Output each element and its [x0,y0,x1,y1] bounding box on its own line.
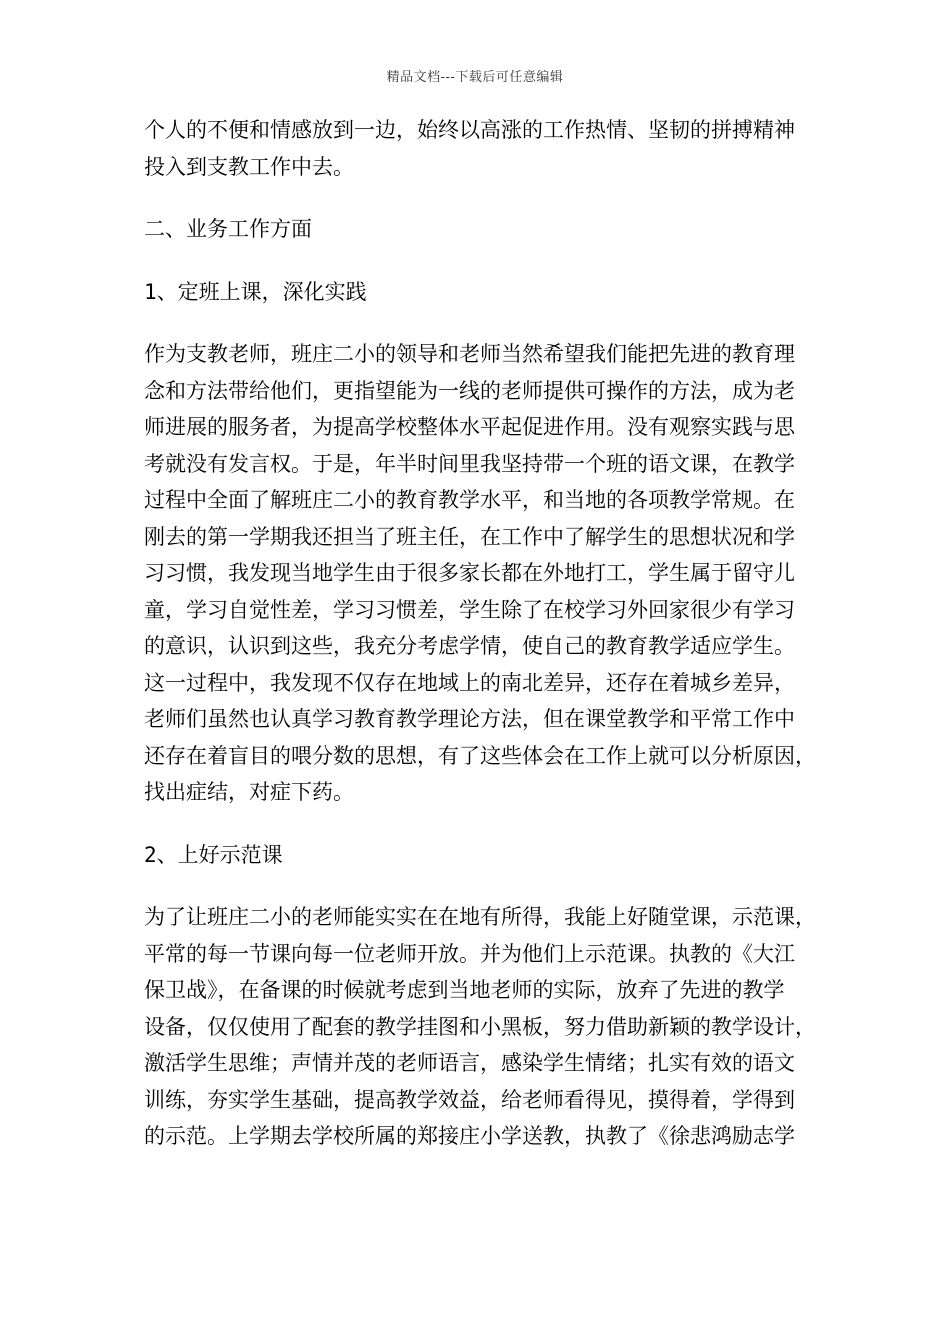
heading-text: 二、业务工作方面 [144,217,312,241]
text-line: 老师们虽然也认真学习教育教学理论方法，但在课堂教学和平常工作中 [144,707,795,731]
heading-text: 1、定班上课，深化实践 [144,279,367,304]
text-line: 刚去的第一学期我还担当了班主任，在工作中了解学生的思想状况和学 [144,524,795,549]
paragraph [144,336,816,811]
section-heading [144,211,804,248]
heading-text: 2、上好示范课 [144,842,283,867]
text-line: 过程中全面了解班庄二小的教育教学水平，和当地的各项教学常规。在 [144,488,795,512]
text-line: 个人的不便和情感放到一边，始终以高涨的工作热情、坚韧的拼搏精神 [144,118,795,142]
text-line: 为了让班庄二小的老师能实实在在地有所得，我能上好随堂课，示范课， [144,905,816,929]
subsection-heading [144,274,804,311]
page-header: 精品文档---下载后可任意编辑 [386,70,564,85]
text-line: 作为支教老师，班庄二小的领导和老师当然希望我们能把先进的教育理 [144,342,795,366]
text-line: 念和方法带给他们，更指望能为一线的老师提供可操作的方法，成为老 [144,378,795,403]
text-line: 这一过程中，我发现不仅存在地域上的南北差异，还存在着城乡差异， [144,670,795,695]
document-body [144,112,816,1181]
subsection-heading [144,837,804,874]
text-line: 找出症结，对症下药。 [144,780,354,804]
text-line: 保卫战》，在备课的时候就考虑到当地老师的实际，放弃了先进的教学 [144,978,785,1002]
text-line: 训练，夯实学生基础，提高教学效益，给老师看得见，摸得着，学得到 [144,1087,795,1112]
paragraph [144,899,816,1155]
text-line: 平常的每一节课向每一位老师开放。并为他们上示范课。执教的《大江 [144,941,795,966]
text-line: 的示范。上学期去学校所属的郑接庄小学送教，执教了《徐悲鸿励志学 [144,1124,795,1148]
text-line: 投入到支教工作中去。 [144,154,354,179]
text-line: 激活学生思维；声情并茂的老师语言，感染学生情绪；扎实有效的语文 [144,1051,795,1075]
text-line: 还存在着盲目的喂分数的思想，有了这些体会在工作上就可以分析原因， [144,743,816,768]
text-line: 习习惯，我发现当地学生由于很多家长都在外地打工，学生属于留守儿 [144,561,795,585]
text-line: 童，学习自觉性差，学习习惯差，学生除了在校学习外回家很少有学习 [144,597,795,622]
text-line: 的意识，认识到这些，我充分考虑学情，使自己的教育教学适应学生。 [144,634,795,658]
text-line: 考就没有发言权。于是，年半时间里我坚持带一个班的语文课，在教学 [144,451,795,476]
text-line: 设备，仅仅使用了配套的教学挂图和小黑板，努力借助新颖的教学设计， [144,1014,816,1039]
text-line: 师进展的服务者，为提高学校整体水平起促进作用。没有观察实践与思 [144,415,795,439]
paragraph-continuation [144,112,804,185]
